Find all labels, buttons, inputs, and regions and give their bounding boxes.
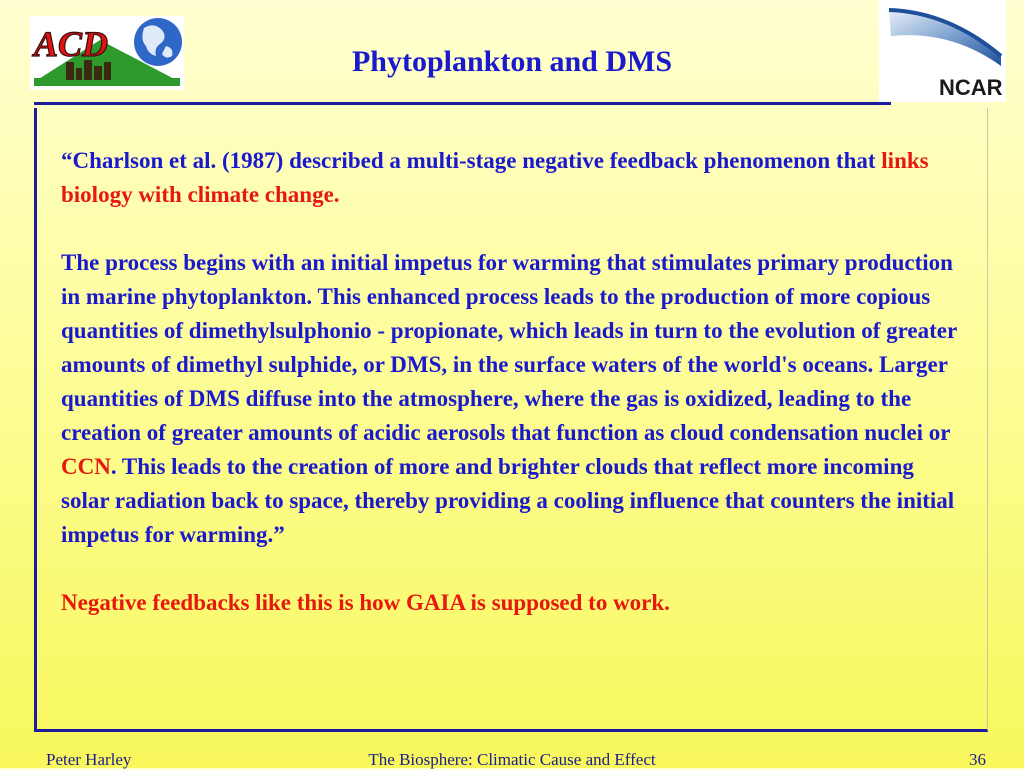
footer-course-title: The Biosphere: Climatic Cause and Effect [368, 750, 656, 769]
highlight-biology-climate: links biology with climate change. [61, 148, 929, 207]
highlight-ccn: CCN [61, 454, 111, 479]
paragraph-spacer [61, 212, 966, 246]
page-title: Phytoplankton and DMS [351, 45, 673, 78]
title-divider [34, 102, 891, 105]
ncar-logo-text: NCAR [939, 75, 1003, 100]
paragraph-process-text-1: The process begins with an initial impetus for warming that stimulates primary production in marine phytoplankton. This enhanced process leads to the production of more copious quantities of dimethylsulphonio - propionate, which leads in turn to the evolution of greater amounts of dimethyl sulphide, or DMS, in the surface waters of the world's oceans. Larger quantities of DMS diffuse into the atmosphere, where the gas is oxidized, leading to the creation of greater amounts of acidic aerosols that function as cloud condensation nuclei or [61, 250, 957, 445]
slide-body [61, 144, 966, 620]
footer-page-number: 36 [969, 750, 986, 769]
footer-author: Peter Harley [46, 750, 132, 769]
paragraph-conclusion: Negative feedbacks like this is how GAIA is supposed to work. [61, 590, 670, 615]
acd-logo-text: ACD [34, 24, 109, 64]
paragraph-quote-intro [61, 144, 966, 212]
paragraph-process-text-2: . This leads to the creation of more and brighter clouds that reflect more incoming solar radiation back to space, thereby providing a cooling influence that counters the initial impetus for warming.” [61, 454, 955, 547]
paragraph-quote-intro-text: “Charlson et al. (1987) described a multi-stage negative feedback phenomenon that [61, 148, 882, 173]
paragraph-spacer [61, 552, 966, 586]
paragraph-process [61, 246, 966, 552]
